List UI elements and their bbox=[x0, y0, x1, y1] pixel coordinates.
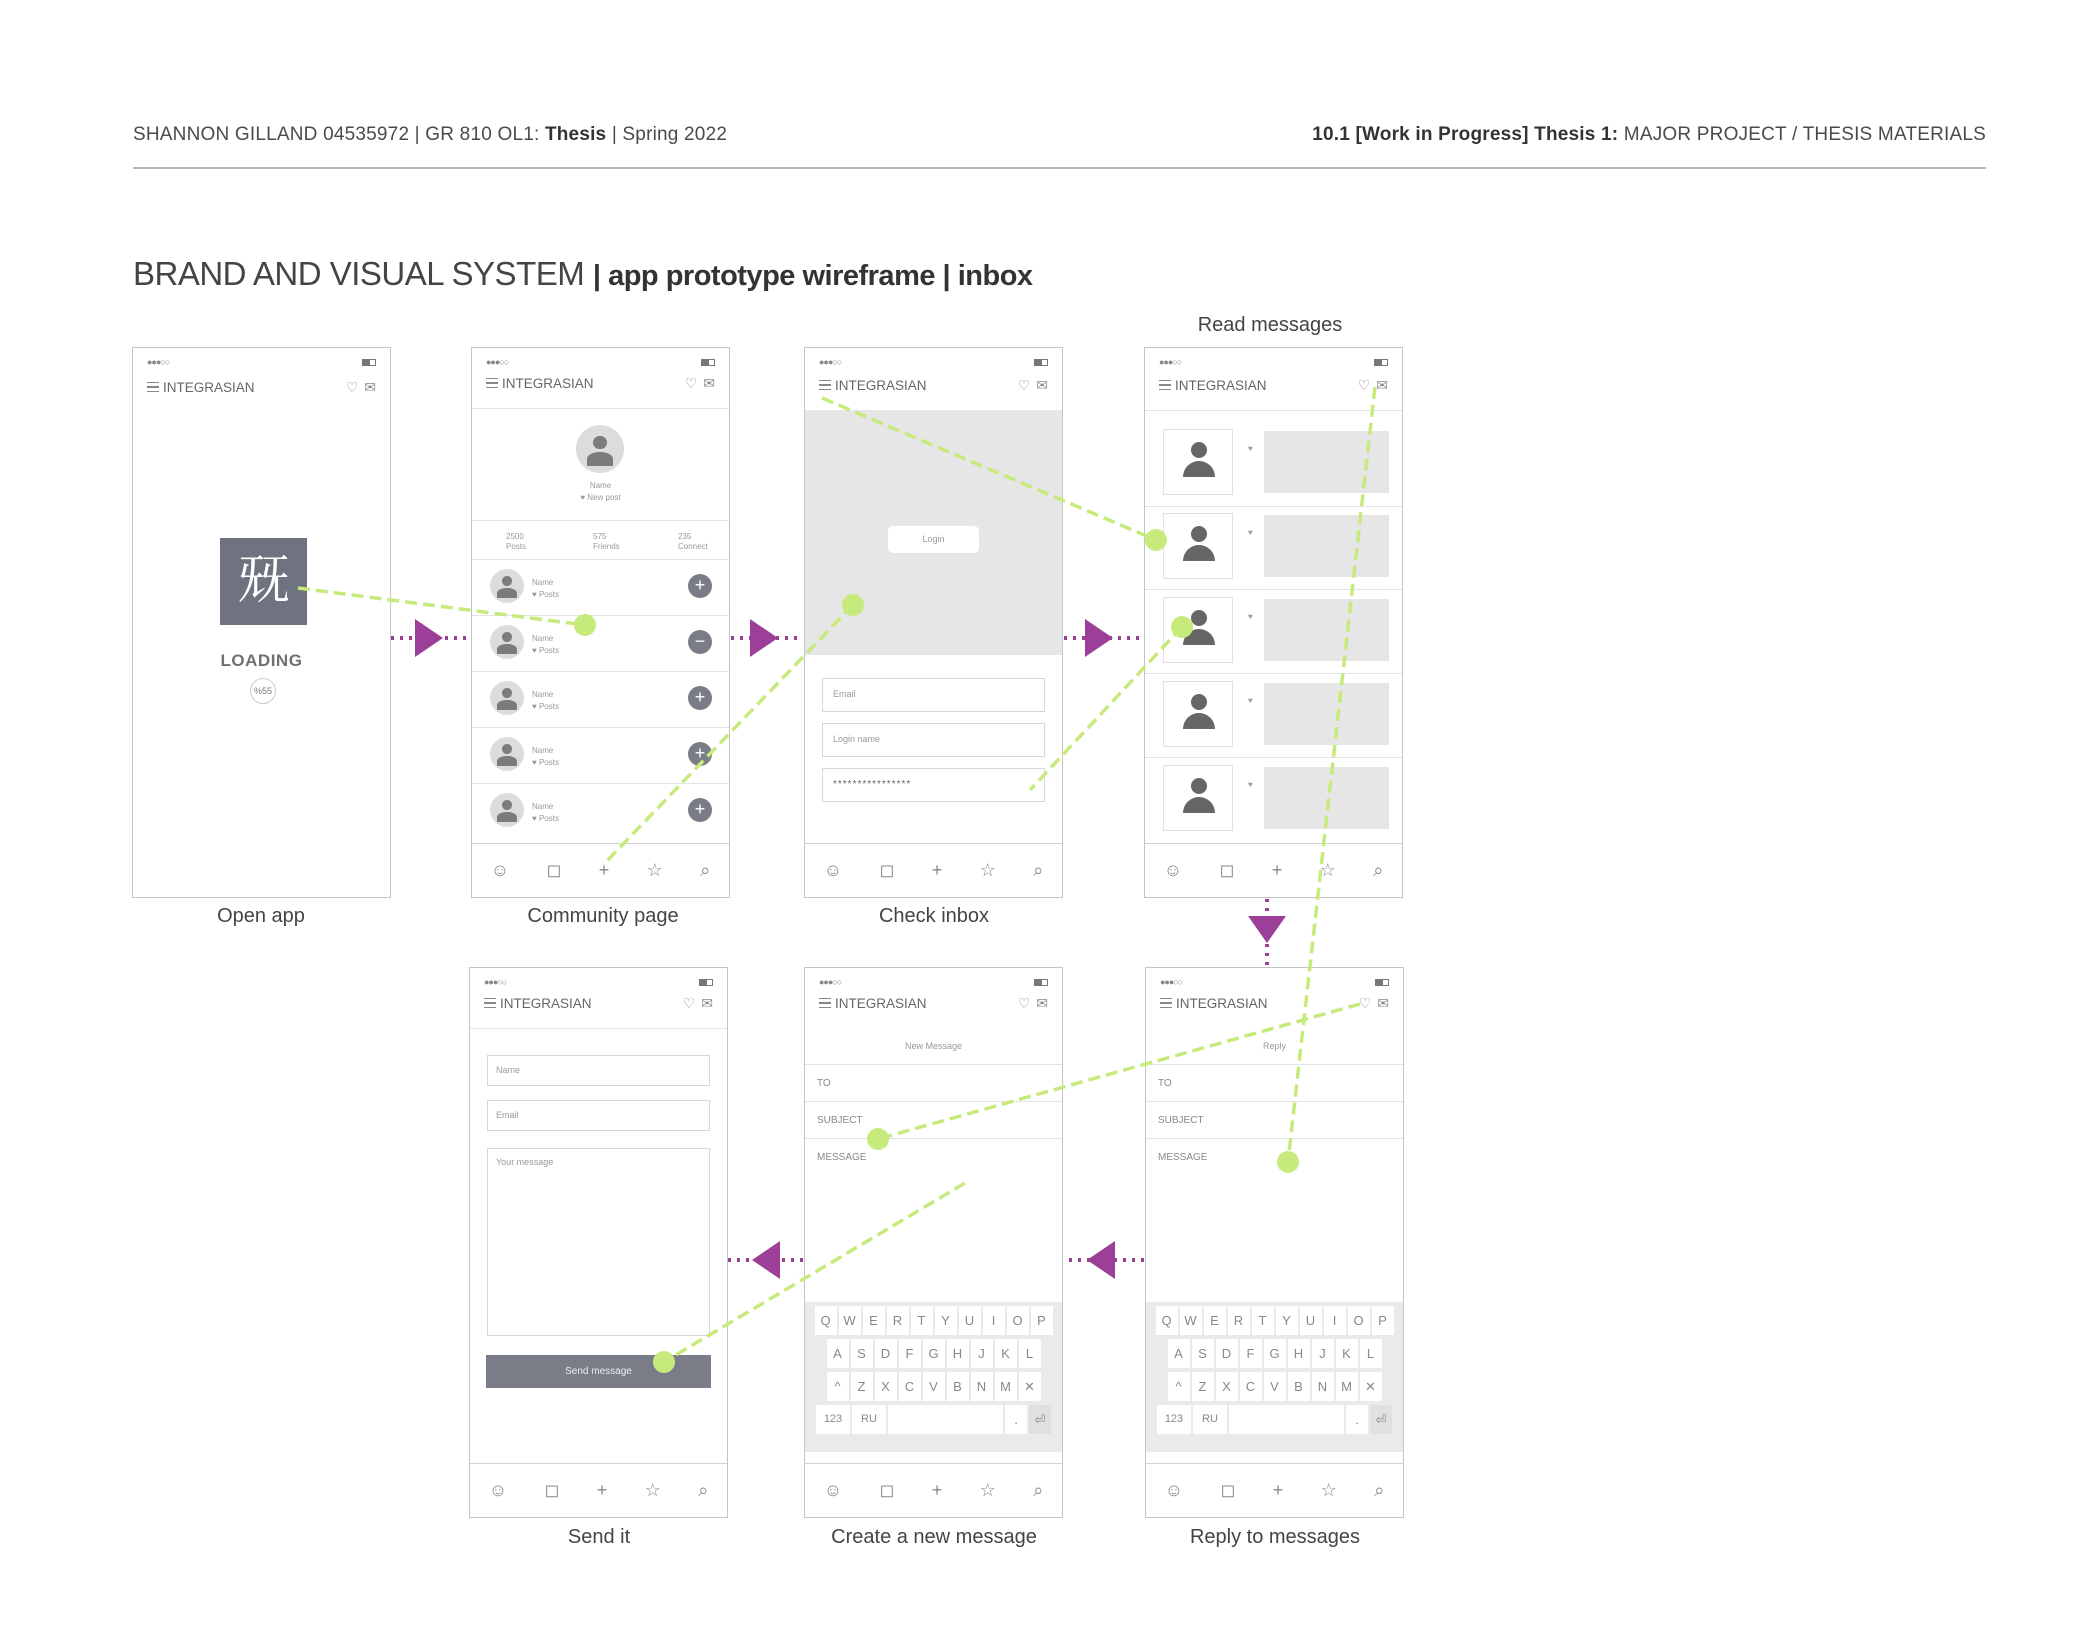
header-right bbox=[1312, 124, 1986, 146]
key[interactable]: Z bbox=[1192, 1372, 1214, 1401]
email-field[interactable]: Email bbox=[822, 678, 1045, 712]
remove-friend-button[interactable]: − bbox=[688, 630, 712, 654]
divider bbox=[470, 1028, 727, 1029]
battery-icon bbox=[1374, 359, 1388, 366]
message-preview bbox=[1264, 683, 1389, 745]
key[interactable]: P bbox=[1031, 1306, 1053, 1335]
app-navbar bbox=[819, 994, 1048, 1012]
key[interactable]: U bbox=[1300, 1306, 1322, 1335]
row-name: Name bbox=[532, 578, 554, 587]
section-bold: 10.1 [Work in Progress] Thesis 1: bbox=[1312, 124, 1619, 145]
key[interactable]: D bbox=[1216, 1339, 1238, 1368]
key[interactable]: F bbox=[1240, 1339, 1262, 1368]
battery-icon bbox=[1375, 979, 1389, 986]
key[interactable]: K bbox=[995, 1339, 1017, 1368]
caption-community-page: Community page bbox=[527, 905, 679, 927]
divider bbox=[472, 559, 729, 560]
star-icon[interactable]: ☆ bbox=[1320, 1480, 1337, 1500]
period-key[interactable]: . bbox=[1346, 1405, 1368, 1434]
flow-arrow-head-3 bbox=[1085, 619, 1113, 657]
menu-icon[interactable] bbox=[486, 378, 498, 388]
search-icon[interactable]: ⌕ bbox=[698, 1480, 709, 1500]
plus-icon[interactable]: + bbox=[1272, 1480, 1284, 1500]
key[interactable]: J bbox=[971, 1339, 993, 1368]
key[interactable]: R bbox=[887, 1306, 909, 1335]
heart-icon[interactable]: ♡ bbox=[684, 374, 698, 391]
mail-icon[interactable]: ✉ bbox=[1036, 376, 1048, 393]
status-bar: ●●●○○ bbox=[1159, 357, 1388, 367]
compose-title: New Message bbox=[805, 1028, 1062, 1065]
screen-create-message bbox=[804, 967, 1063, 1518]
tab-bar bbox=[805, 843, 1062, 897]
key[interactable]: Y bbox=[935, 1306, 957, 1335]
community-icon[interactable]: ☺ bbox=[488, 1480, 508, 1500]
password-field[interactable]: **************** bbox=[822, 768, 1045, 802]
numbers-key[interactable]: 123 bbox=[1157, 1405, 1191, 1434]
term: | Spring 2022 bbox=[606, 124, 728, 145]
key[interactable]: H bbox=[947, 1339, 969, 1368]
key[interactable]: M bbox=[1336, 1372, 1358, 1401]
key[interactable]: F bbox=[899, 1339, 921, 1368]
star-icon[interactable]: ☆ bbox=[979, 860, 996, 880]
heart-icon: ♥ bbox=[1248, 612, 1253, 621]
add-friend-button[interactable]: + bbox=[688, 742, 712, 766]
search-icon[interactable]: ⌕ bbox=[1033, 1480, 1044, 1500]
message-preview bbox=[1264, 515, 1389, 577]
keyboard bbox=[1146, 1302, 1403, 1452]
tab-bar bbox=[470, 1463, 727, 1517]
community-icon[interactable]: ☺ bbox=[490, 860, 510, 880]
row-sub: ♥ Posts bbox=[532, 814, 559, 823]
key[interactable]: X bbox=[1216, 1372, 1238, 1401]
key[interactable]: D bbox=[875, 1339, 897, 1368]
heart-icon[interactable]: ♡ bbox=[345, 378, 359, 395]
plus-icon[interactable]: + bbox=[931, 1480, 943, 1500]
email-field[interactable]: Email bbox=[487, 1100, 710, 1131]
key[interactable]: E bbox=[1204, 1306, 1226, 1335]
screen-community bbox=[471, 347, 730, 898]
key[interactable]: T bbox=[1252, 1306, 1274, 1335]
caption-check-inbox: Check inbox bbox=[878, 905, 990, 927]
row-name: Name bbox=[532, 690, 554, 699]
app-navbar bbox=[1160, 994, 1389, 1012]
row-name: Name bbox=[532, 802, 554, 811]
divider bbox=[1145, 506, 1402, 507]
menu-icon[interactable] bbox=[147, 382, 159, 392]
stat-connect-value: 235 bbox=[678, 532, 692, 541]
brand bbox=[1159, 378, 1267, 393]
screen-check-inbox bbox=[804, 347, 1063, 898]
avatar bbox=[1163, 765, 1233, 831]
heart-icon: ♥ bbox=[1248, 528, 1253, 537]
message-field[interactable]: MESSAGE bbox=[1158, 1152, 1208, 1163]
screen-open-app bbox=[132, 347, 391, 898]
caption-create-message: Create a new message bbox=[831, 1526, 1037, 1548]
menu-icon[interactable] bbox=[484, 998, 496, 1008]
profile-avatar[interactable] bbox=[576, 425, 624, 473]
key[interactable]: S bbox=[1192, 1339, 1214, 1368]
numbers-key[interactable]: 123 bbox=[816, 1405, 850, 1434]
course-bold: Thesis bbox=[544, 124, 607, 145]
row-sub: ♥ Posts bbox=[532, 590, 559, 599]
key[interactable]: A bbox=[827, 1339, 849, 1368]
stat-connect-label: Connect bbox=[678, 542, 708, 551]
community-icon[interactable]: ☺ bbox=[823, 1480, 843, 1500]
status-bar: ●●●○○ bbox=[486, 357, 715, 367]
key[interactable]: W bbox=[1180, 1306, 1202, 1335]
key[interactable]: G bbox=[923, 1339, 945, 1368]
key[interactable]: V bbox=[923, 1372, 945, 1401]
menu-icon[interactable] bbox=[819, 380, 831, 390]
divider bbox=[472, 671, 729, 672]
stat-posts-label: Posts bbox=[506, 542, 527, 551]
key[interactable]: A bbox=[1168, 1339, 1190, 1368]
message-field[interactable]: MESSAGE bbox=[817, 1152, 867, 1163]
login-button[interactable]: Login bbox=[888, 526, 979, 553]
app-navbar bbox=[1159, 376, 1388, 394]
subject-field[interactable]: SUBJECT bbox=[805, 1102, 1062, 1139]
name-field[interactable]: Name bbox=[487, 1055, 710, 1086]
brand-name: INTEGRASIAN bbox=[835, 995, 927, 1011]
send-message-button[interactable]: Send message bbox=[486, 1355, 711, 1388]
heart-icon[interactable]: ♡ bbox=[1358, 994, 1372, 1011]
heart-icon: ♥ bbox=[1248, 696, 1253, 705]
community-icon[interactable]: ☺ bbox=[1164, 1480, 1184, 1500]
key[interactable]: J bbox=[1312, 1339, 1334, 1368]
divider bbox=[1145, 757, 1402, 758]
key[interactable]: G bbox=[1264, 1339, 1286, 1368]
star-icon[interactable]: ☆ bbox=[979, 1480, 996, 1500]
star-icon[interactable]: ☆ bbox=[644, 1480, 661, 1500]
avatar bbox=[490, 625, 524, 659]
key[interactable]: Q bbox=[815, 1306, 837, 1335]
header-divider bbox=[133, 167, 1986, 169]
heart-icon: ♥ bbox=[1248, 444, 1253, 453]
row-sub: ♥ Posts bbox=[532, 758, 559, 767]
stat-friends-label: Friends bbox=[593, 542, 620, 551]
plus-icon[interactable]: + bbox=[598, 860, 610, 880]
status-bar: ●●●○○ bbox=[484, 977, 713, 987]
keyboard bbox=[805, 1302, 1062, 1452]
profile-name: Name bbox=[589, 481, 612, 490]
flow-arrow-head-4 bbox=[1248, 916, 1286, 943]
language-key[interactable]: RU bbox=[852, 1405, 886, 1434]
profile-sub: ♥ New post bbox=[580, 493, 621, 502]
status-bar: ●●●○○ bbox=[819, 357, 1048, 367]
caption-reply-messages: Reply to messages bbox=[1189, 1526, 1361, 1548]
chat-icon[interactable]: ◻ bbox=[544, 1480, 560, 1500]
mail-icon[interactable]: ✉ bbox=[1377, 994, 1389, 1011]
loading-label: LOADING bbox=[220, 651, 303, 670]
key[interactable]: R bbox=[1228, 1306, 1250, 1335]
brand-name: INTEGRASIAN bbox=[163, 379, 255, 395]
section-rest: MAJOR PROJECT / THESIS MATERIALS bbox=[1618, 124, 1986, 145]
screen-send-it bbox=[469, 967, 728, 1518]
add-friend-button[interactable]: + bbox=[688, 574, 712, 598]
delete-key[interactable]: ✕ bbox=[1019, 1372, 1041, 1401]
to-field[interactable]: TO bbox=[805, 1065, 1062, 1102]
tab-bar bbox=[472, 843, 729, 897]
avatar bbox=[1163, 513, 1233, 579]
plus-icon[interactable]: + bbox=[596, 1480, 608, 1500]
mail-icon[interactable]: ✉ bbox=[1376, 376, 1388, 393]
message-preview bbox=[1264, 431, 1389, 493]
chat-icon[interactable]: ◻ bbox=[1220, 1480, 1236, 1500]
search-icon[interactable]: ⌕ bbox=[700, 860, 711, 880]
divider bbox=[472, 408, 729, 409]
app-navbar bbox=[486, 374, 715, 392]
avatar bbox=[490, 793, 524, 827]
key[interactable]: N bbox=[1312, 1372, 1334, 1401]
divider bbox=[472, 727, 729, 728]
mail-icon[interactable]: ✉ bbox=[701, 994, 713, 1011]
app-navbar bbox=[147, 378, 376, 396]
period-key[interactable]: . bbox=[1005, 1405, 1027, 1434]
page-title bbox=[133, 255, 1033, 293]
key[interactable]: W bbox=[839, 1306, 861, 1335]
space-key[interactable] bbox=[1229, 1405, 1344, 1434]
key[interactable]: P bbox=[1372, 1306, 1394, 1335]
search-icon[interactable]: ⌕ bbox=[1374, 1480, 1385, 1500]
key[interactable]: I bbox=[983, 1306, 1005, 1335]
avatar bbox=[1163, 597, 1233, 663]
key[interactable]: C bbox=[1240, 1372, 1262, 1401]
key[interactable]: B bbox=[947, 1372, 969, 1401]
key[interactable]: Z bbox=[851, 1372, 873, 1401]
mail-icon[interactable]: ✉ bbox=[1036, 994, 1048, 1011]
chat-icon[interactable]: ◻ bbox=[1219, 860, 1235, 880]
search-icon[interactable]: ⌕ bbox=[1373, 860, 1384, 880]
heart-icon[interactable]: ♡ bbox=[682, 994, 696, 1011]
battery-icon bbox=[699, 979, 713, 986]
brand-name: INTEGRASIAN bbox=[500, 995, 592, 1011]
screen-read-messages bbox=[1144, 347, 1403, 898]
avatar bbox=[1163, 429, 1233, 495]
login-name-field[interactable]: Login name bbox=[822, 723, 1045, 757]
status-bar: ●●●○○ bbox=[819, 977, 1048, 987]
brand-name: INTEGRASIAN bbox=[1175, 377, 1267, 393]
key[interactable]: Y bbox=[1276, 1306, 1298, 1335]
divider bbox=[1145, 589, 1402, 590]
divider bbox=[472, 520, 729, 521]
battery-icon bbox=[362, 359, 376, 366]
mail-icon[interactable]: ✉ bbox=[703, 374, 715, 391]
brand-name: INTEGRASIAN bbox=[502, 375, 594, 391]
heart-icon[interactable]: ♡ bbox=[1017, 994, 1031, 1011]
community-icon[interactable]: ☺ bbox=[823, 860, 843, 880]
reply-title: Reply bbox=[1146, 1028, 1403, 1065]
app-logo: 兓 bbox=[220, 538, 307, 625]
flow-arrow-head-2 bbox=[750, 619, 778, 657]
tab-bar bbox=[805, 1463, 1062, 1517]
row-name: Name bbox=[532, 746, 554, 755]
language-key[interactable]: RU bbox=[1193, 1405, 1227, 1434]
shift-key[interactable]: ^ bbox=[827, 1372, 849, 1401]
key[interactable]: X bbox=[875, 1372, 897, 1401]
loading-progress: %55 bbox=[250, 678, 276, 704]
brand bbox=[486, 376, 594, 391]
menu-icon[interactable] bbox=[1159, 380, 1171, 390]
plus-icon[interactable]: + bbox=[1271, 860, 1283, 880]
key[interactable]: N bbox=[971, 1372, 993, 1401]
heart-icon: ♥ bbox=[1248, 780, 1253, 789]
flow-arrow-head-1 bbox=[415, 619, 443, 657]
status-bar: ●●●○○ bbox=[1160, 977, 1389, 987]
heart-icon[interactable]: ♡ bbox=[1357, 376, 1371, 393]
return-key[interactable]: ⏎ bbox=[1370, 1405, 1392, 1434]
row-sub: ♥ Posts bbox=[532, 646, 559, 655]
key[interactable]: I bbox=[1324, 1306, 1346, 1335]
avatar bbox=[490, 737, 524, 771]
app-navbar bbox=[819, 376, 1048, 394]
flow-arrow-head-5 bbox=[1087, 1241, 1115, 1279]
divider bbox=[472, 783, 729, 784]
status-bar: ●●●○○ bbox=[147, 357, 376, 367]
chat-icon[interactable]: ◻ bbox=[879, 1480, 895, 1500]
brand-name: INTEGRASIAN bbox=[835, 377, 927, 393]
return-key[interactable]: ⏎ bbox=[1029, 1405, 1051, 1434]
title-bold: | app prototype wireframe | inbox bbox=[592, 260, 1033, 292]
star-icon[interactable]: ☆ bbox=[1319, 860, 1336, 880]
subject-field[interactable]: SUBJECT bbox=[1146, 1102, 1403, 1139]
brand bbox=[819, 996, 927, 1011]
key[interactable]: O bbox=[1007, 1306, 1029, 1335]
caption-read-messages: Read messages bbox=[1197, 314, 1343, 336]
menu-icon[interactable] bbox=[819, 998, 831, 1008]
key[interactable]: B bbox=[1288, 1372, 1310, 1401]
battery-icon bbox=[701, 359, 715, 366]
row-name: Name bbox=[532, 634, 554, 643]
divider bbox=[1145, 410, 1402, 411]
chat-icon[interactable]: ◻ bbox=[879, 860, 895, 880]
author-course: SHANNON GILLAND 04535972 | GR 810 OL1: bbox=[133, 124, 545, 145]
search-icon[interactable]: ⌕ bbox=[1033, 860, 1044, 880]
key[interactable]: L bbox=[1360, 1339, 1382, 1368]
battery-icon bbox=[1034, 359, 1048, 366]
row-sub: ♥ Posts bbox=[532, 702, 559, 711]
space-key[interactable] bbox=[888, 1405, 1003, 1434]
avatar bbox=[490, 569, 524, 603]
key[interactable]: V bbox=[1264, 1372, 1286, 1401]
brand-name: INTEGRASIAN bbox=[1176, 995, 1268, 1011]
screen-reply bbox=[1145, 967, 1404, 1518]
add-friend-button[interactable]: + bbox=[688, 798, 712, 822]
key[interactable]: M bbox=[995, 1372, 1017, 1401]
caption-open-app: Open app bbox=[217, 905, 305, 927]
avatar bbox=[1163, 681, 1233, 747]
add-friend-button[interactable]: + bbox=[688, 686, 712, 710]
caption-send-it: Send it bbox=[567, 1526, 631, 1548]
title-thin: BRAND AND VISUAL SYSTEM bbox=[133, 255, 593, 292]
stat-friends-value: 575 bbox=[593, 532, 607, 541]
star-icon[interactable]: ☆ bbox=[646, 860, 663, 880]
key[interactable]: E bbox=[863, 1306, 885, 1335]
brand bbox=[819, 378, 927, 393]
header-left bbox=[133, 124, 727, 146]
key[interactable]: Q bbox=[1156, 1306, 1178, 1335]
key[interactable]: O bbox=[1348, 1306, 1370, 1335]
key[interactable]: K bbox=[1336, 1339, 1358, 1368]
key[interactable]: T bbox=[911, 1306, 933, 1335]
brand bbox=[1160, 996, 1268, 1011]
tab-bar bbox=[1146, 1463, 1403, 1517]
divider bbox=[472, 615, 729, 616]
app-navbar bbox=[484, 994, 713, 1012]
heart-icon[interactable]: ♡ bbox=[1017, 376, 1031, 393]
key[interactable]: S bbox=[851, 1339, 873, 1368]
avatar bbox=[490, 681, 524, 715]
key[interactable]: U bbox=[959, 1306, 981, 1335]
chat-icon[interactable]: ◻ bbox=[546, 860, 562, 880]
tab-bar bbox=[1145, 843, 1402, 897]
stat-posts-value: 2500 bbox=[506, 532, 524, 541]
message-preview bbox=[1264, 599, 1389, 661]
to-field[interactable]: TO bbox=[1146, 1065, 1403, 1102]
plus-icon[interactable]: + bbox=[931, 860, 943, 880]
key[interactable]: H bbox=[1288, 1339, 1310, 1368]
message-preview bbox=[1264, 767, 1389, 829]
delete-key[interactable]: ✕ bbox=[1360, 1372, 1382, 1401]
divider bbox=[1145, 673, 1402, 674]
battery-icon bbox=[1034, 979, 1048, 986]
brand bbox=[484, 996, 592, 1011]
message-textarea[interactable]: Your message bbox=[487, 1148, 710, 1336]
mail-icon[interactable]: ✉ bbox=[364, 378, 376, 395]
brand bbox=[147, 380, 255, 395]
shift-key[interactable]: ^ bbox=[1168, 1372, 1190, 1401]
menu-icon[interactable] bbox=[1160, 998, 1172, 1008]
key[interactable]: L bbox=[1019, 1339, 1041, 1368]
flow-arrow-head-6 bbox=[752, 1241, 780, 1279]
community-icon[interactable]: ☺ bbox=[1163, 860, 1183, 880]
key[interactable]: C bbox=[899, 1372, 921, 1401]
